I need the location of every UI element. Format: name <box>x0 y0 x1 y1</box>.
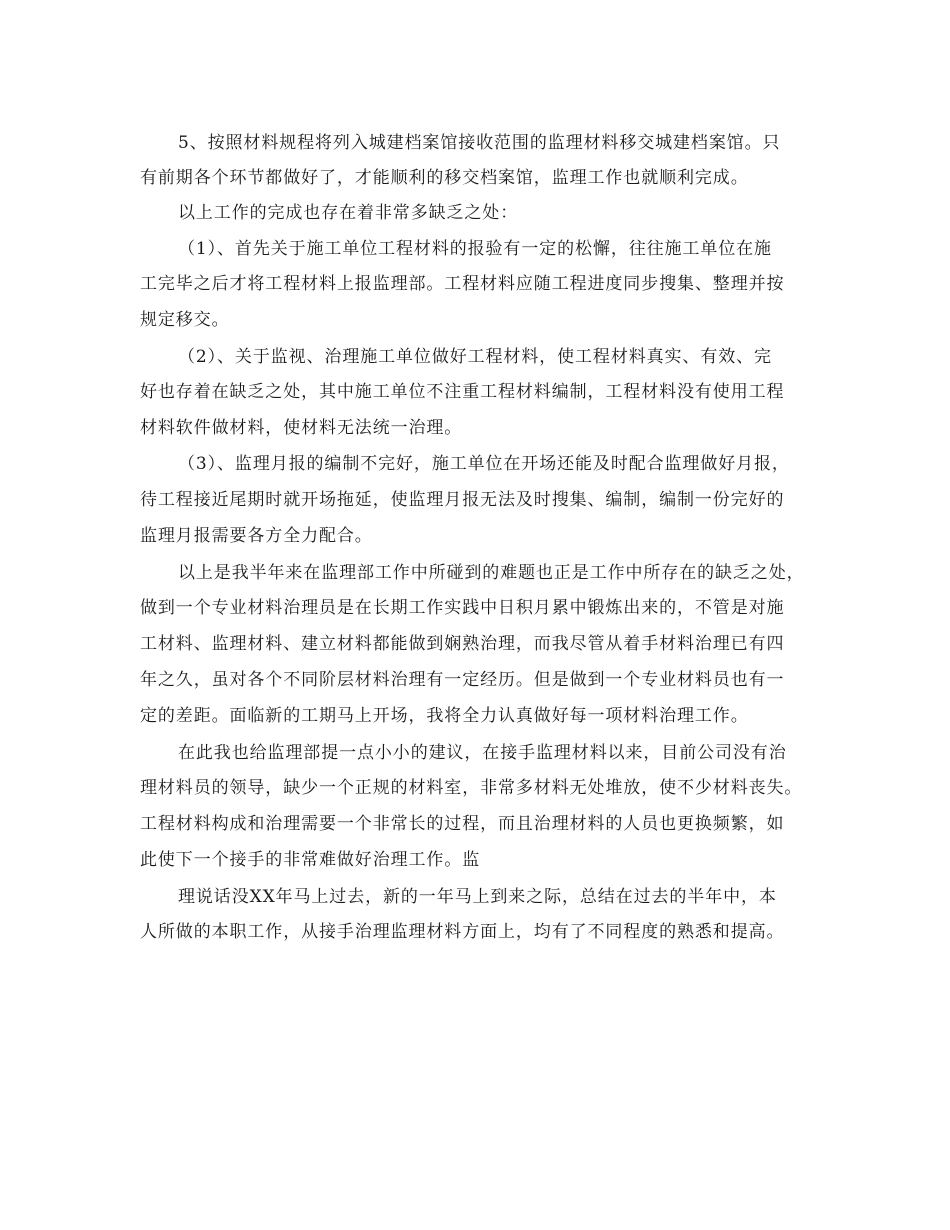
reflection-line-1: 以上是我半年来在监理部工作中所碰到的难题也正是工作中所存在的缺乏之处， <box>178 563 805 583</box>
conclusion-line-1: 理说话没XX年马上过去，新的一年马上到来之际，总结在过去的半年中，本 <box>178 887 777 907</box>
suggestion-line-1: 在此我也给监理部提一点小小的建议，在接手监理材料以来，目前公司没有治 <box>178 743 787 763</box>
issue-1-line-2: 工完毕之后才将工程材料上报监理部。工程材料应随工程进度同步搜集、整理并按 <box>140 274 785 294</box>
issue-3-line-1: （3）、监理月报的编制不完好，施工单位在开场还能及时配合监理做好月报， <box>178 454 790 474</box>
issue-1-line-1: （1）、首先关于施工单位工程材料的报验有一定的松懈，往往施工单位在施 <box>178 239 772 259</box>
issue-3-line-3: 监理月报需要各方全力配合。 <box>140 526 373 546</box>
issue-1-line-3: 规定移交。 <box>140 310 230 330</box>
reflection-line-3: 工材料、监理材料、建立材料都能做到娴熟治理，而我尽管从着手材料治理已有四 <box>140 634 785 654</box>
issue-2-line-3: 材料软件做材料，使材料无法统一治理。 <box>140 418 463 438</box>
reflection-line-2: 做到一个专业材料治理员是在长期工作实践中日积月累中锻炼出来的，不管是对施 <box>140 598 785 618</box>
reflection-line-5: 定的差距。面临新的工期马上开场，我将全力认真做好每一项材料治理工作。 <box>140 706 749 726</box>
issue-2-line-1: （2）、关于监视、治理施工单位做好工程材料，使工程材料真实、有效、完 <box>178 347 772 367</box>
suggestion-line-3: 工程材料构成和治理需要一个非常长的过程，而且治理材料的人员也更换频繁，如 <box>140 814 785 834</box>
issue-2-line-2: 好也存着在缺乏之处，其中施工单位不注重工程材料编制，工程材料没有使用工程 <box>140 382 785 402</box>
paragraph-5-line-2: 有前期各个环节都做好了，才能顺利的移交档案馆，监理工作也就顺利完成。 <box>140 168 749 188</box>
paragraph-5-line-1: 5、按照材料规程将列入城建档案馆接收范围的监理材料移交城建档案馆。只 <box>178 133 781 153</box>
summary-heading-line: 以上工作的完成也存在着非常多缺乏之处： <box>178 203 519 223</box>
suggestion-line-2: 理材料员的领导，缺少一个正规的材料室，非常多材料无处堆放，使不少材料丧失。 <box>140 778 803 798</box>
conclusion-line-2: 人所做的本职工作，从接手治理监理材料方面上，均有了不同程度的熟悉和提高。 <box>140 922 785 942</box>
issue-3-line-2: 待工程接近尾期时就开场拖延，使监理月报无法及时搜集、编制，编制一份完好的 <box>140 490 785 510</box>
reflection-line-4: 年之久，虽对各个不同阶层材料治理有一定经历。但是做到一个专业材料员也有一 <box>140 670 785 690</box>
suggestion-line-4: 此使下一个接手的非常难做好治理工作。监 <box>140 850 481 870</box>
